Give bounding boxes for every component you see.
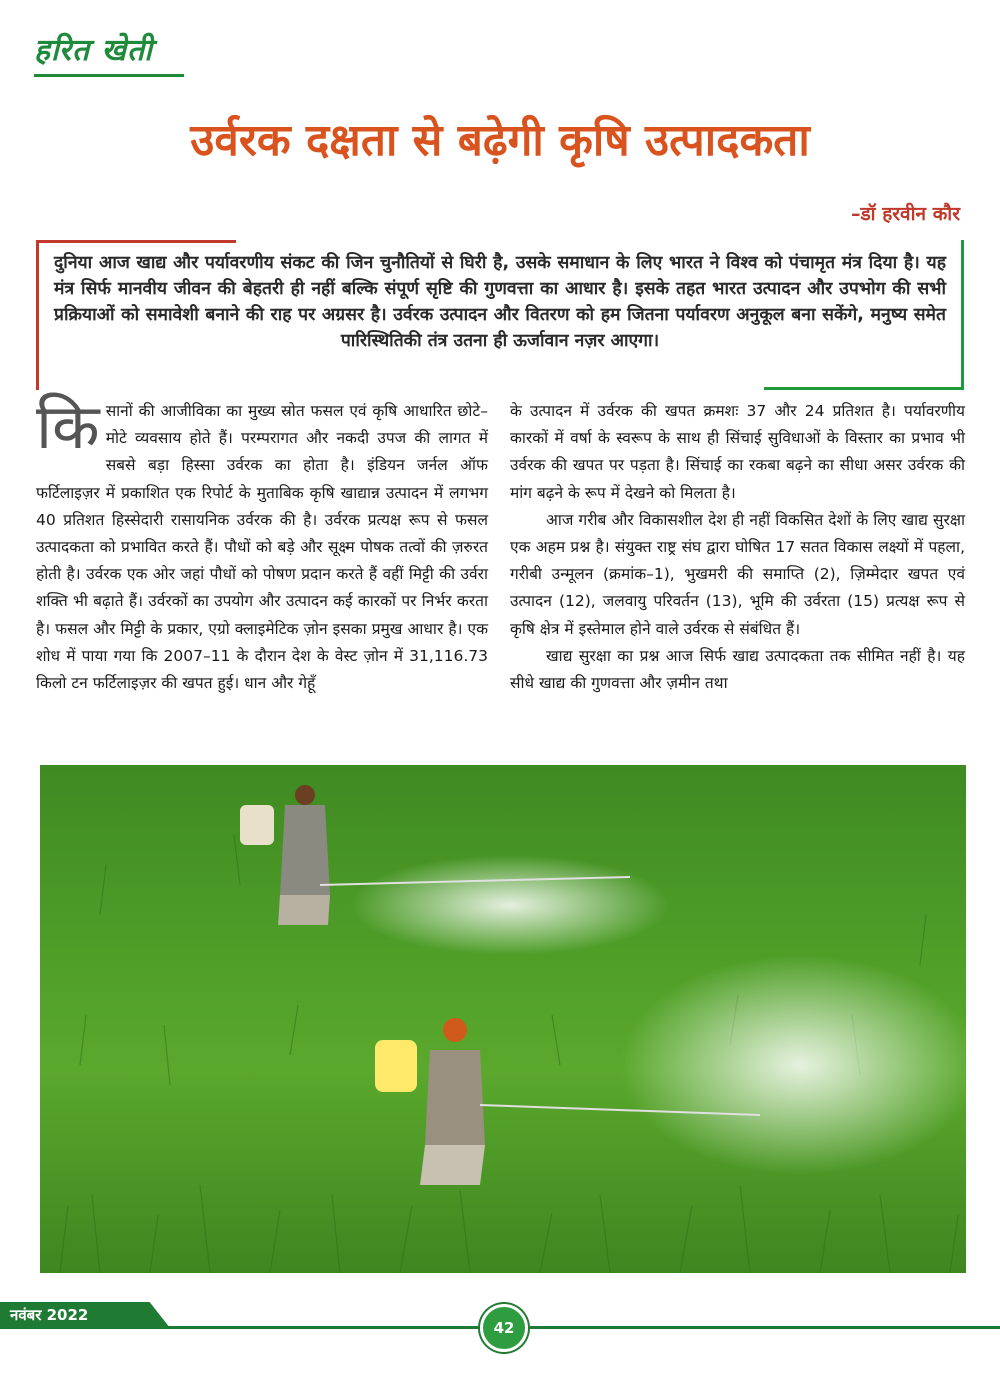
- body-paragraph: खाद्य सुरक्षा का प्रश्न आज सिर्फ खाद्य उत्पादकता तक सीमित नहीं है। यह सीधे खाद्य की गुणवत्ता और ज़मीन तथा: [510, 646, 965, 693]
- left-paragraph-text: सानों की आजीविका का मुख्य स्रोत फसल एवं कृषि आधारित छोटे–मोटे व्यवसाय होते हैं। परम्परागत और नकदी उपज की लागत में सबसे बड़ा हिस्सा उर्वरक का होता है। इंडियन जर्नल ऑफ फर्टिलाइज़र में प्रकाशित एक रिपोर्ट के मुताबिक कृषि खाद्यान्न उत्पादन में लगभग 40 प्रतिशत हिस्सेदारी रासायनिक उर्वरक की है। उर्वरक प्रत्यक्ष रूप से फसल उत्पादकता को प्रभावित करते हैं। पौधों को बड़े और सूक्ष्म पोषक तत्वों की ज़रुरत होती है। उर्वरक एक ओर जहां पौधों को पोषण प्रदान करते हैं वहीं मिट्टी की उर्वरा शक्ति भी बढ़ाते हैं। उर्वरकों का उपयोग और उत्पादन कई कारकों पर निर्भर करता है। फसल और मिट्टी के प्रकार, एग्रो क्लाइमेटिक ज़ोन इसका प्रमुख आधार है। एक शोध में पाया गया कि 2007–11 के दौरान देश के वेस्ट ज़ोन में 31,116.73 किलो टन फर्टिलाइज़र की खपत हुई। धान और गेहूँ: [36, 402, 488, 693]
- article-column-left: [36, 390, 488, 697]
- intro-frame-bottom: [764, 387, 964, 390]
- article-headline: उर्वरक दक्षता से बढ़ेगी कृषि उत्पादकता: [190, 115, 810, 166]
- field-spraying-illustration: [40, 765, 966, 1273]
- body-paragraph: आज गरीब और विकासशील देश ही नहीं विकसित देशों के लिए खाद्य सुरक्षा एक अहम प्रश्न है। संयुक्त राष्ट्र संघ द्वारा घोषित 17 सतत विकास लक्ष्यों में पहला, गरीबी उन्मूलन (क्रमांक–1), भुखमरी की समाप्ति (2), ज़िम्मेदार खपत एवं उत्पादन (12), जलवायु परिवर्तन (13), भूमि की उर्वरता (15) प्रत्यक्ष रूप से कृषि क्षेत्र में इस्तेमाल होने वाले उर्वरक से संबंधित हैं।: [510, 510, 965, 638]
- body-paragraph: के उत्पादन में उर्वरक की खपत क्रमशः 37 और 24 प्रतिशत है। पर्यावरणीय कारकों में वर्षा के स्वरूप के साथ ही सिंचाई सुविधाओं के विस्तार का प्रभाव भी उर्वरक की खपत पर पड़ता है। सिंचाई का रकबा बढ़ने का सीधा असर उर्वरक की मांग बढ़ने के रूप में देखने को मिलता है।: [510, 402, 965, 502]
- intro-frame-left: [36, 240, 39, 390]
- spray-mist-lower: [620, 955, 966, 1175]
- section-tag: हरित खेती: [34, 33, 153, 68]
- body-paragraph: [36, 390, 488, 697]
- drop-cap: कि: [36, 390, 100, 463]
- intro-frame-right: [961, 240, 964, 390]
- section-tag-underline: [34, 74, 184, 77]
- spray-mist-upper: [350, 855, 670, 955]
- page-number: 42: [480, 1304, 528, 1352]
- intro-frame-top: [36, 240, 236, 243]
- article-photo: [40, 765, 966, 1273]
- issue-date: नवंबर 2022: [10, 1306, 89, 1324]
- intro-box: [36, 240, 964, 390]
- author-byline: –डॉ हरवीन कौर: [851, 203, 960, 225]
- intro-text: दुनिया आज खाद्य और पर्यावरणीय संकट की जिन चुनौतियों से घिरी है, उसके समाधान के लिए भारत ने विश्व को पंचामृत मंत्र दिया है। यह मंत्र सिर्फ मानवीय जीवन की बेहतरी ही नहीं बल्कि संपूर्ण सृष्टि की गुणवत्ता का आधार है। इसके तहत भारत उत्पादन और उपभोग की सभी प्रक्रियाओं को समावेशी बनाने की राह पर अग्रसर है। उर्वरक उत्पादन और वितरण को हम जितना पर्यावरण अनुकूल बना सकेंगे, मनुष्य समेत पारिस्थितिकी तंत्र उतना ही ऊर्जावान नज़र आएगा।: [54, 253, 946, 351]
- article-column-right: [510, 398, 965, 697]
